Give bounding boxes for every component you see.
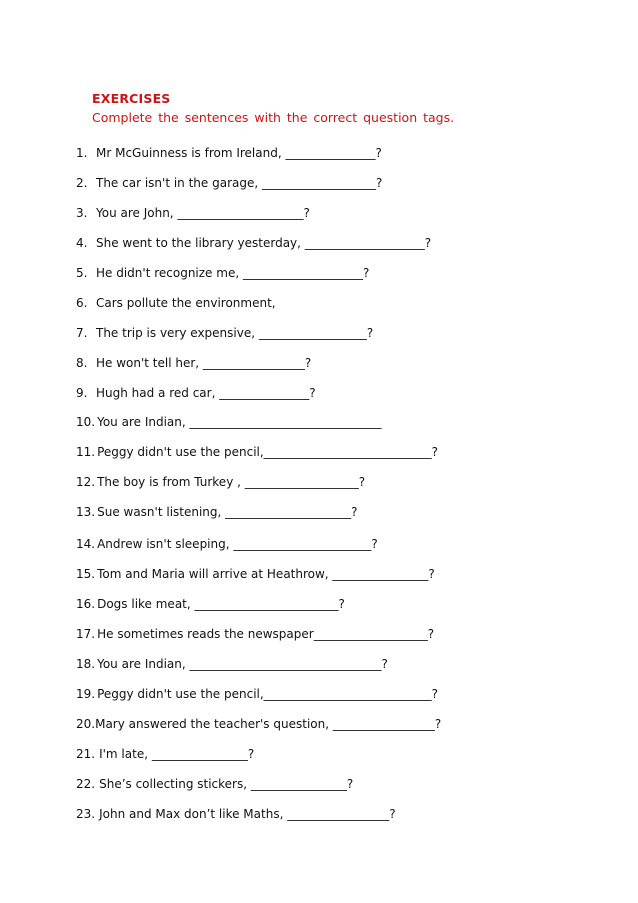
item-text: Mary answered the teacher's question, _________________? xyxy=(95,717,442,731)
item-number: 8. xyxy=(76,356,88,370)
exercise-item xyxy=(76,443,438,461)
exercise-item xyxy=(76,294,276,312)
item-number: 18. xyxy=(76,657,96,671)
exercises-title: EXERCISES xyxy=(92,91,171,106)
item-number: 15. xyxy=(76,567,96,581)
exercise-item xyxy=(76,715,441,733)
item-number: 7. xyxy=(76,326,88,340)
exercise-item xyxy=(76,354,311,372)
exercise-item xyxy=(76,565,435,583)
exercise-item xyxy=(76,264,369,282)
item-text: Cars pollute the environment, xyxy=(96,296,276,310)
exercise-item xyxy=(76,413,382,431)
item-text: You are John, _____________________? xyxy=(96,206,310,220)
item-number: 5. xyxy=(76,266,88,280)
item-number: 2. xyxy=(76,176,88,190)
item-text: The boy is from Turkey , ___________________? xyxy=(97,475,366,489)
item-text: He didn't recognize me, ____________________? xyxy=(96,266,370,280)
item-text: Hugh had a red car, _______________? xyxy=(96,386,316,400)
exercise-item xyxy=(76,234,431,252)
item-text: You are Indian, ________________________________ xyxy=(97,415,382,429)
item-number: 3. xyxy=(76,206,88,220)
item-text: The trip is very expensive, __________________? xyxy=(96,326,374,340)
exercise-item xyxy=(76,655,388,673)
item-number: 1. xyxy=(76,146,88,160)
item-number: 9. xyxy=(76,386,88,400)
item-number: 6. xyxy=(76,296,88,310)
item-text: Mr McGuinness is from Ireland, _______________? xyxy=(96,146,382,160)
item-text: The car isn't in the garage, ___________________? xyxy=(96,176,383,190)
exercise-item xyxy=(76,204,310,222)
item-number: 17. xyxy=(76,627,96,641)
item-text: John and Max don’t like Maths, _________________? xyxy=(99,807,396,821)
exercise-item xyxy=(76,595,345,613)
exercise-header xyxy=(92,89,454,127)
exercise-item xyxy=(76,625,434,643)
item-number: 12. xyxy=(76,475,96,489)
exercise-item xyxy=(76,144,382,162)
exercise-item xyxy=(76,805,396,823)
item-number: 20. xyxy=(76,717,96,731)
item-text: He won't tell her, _________________? xyxy=(96,356,312,370)
item-number: 22. xyxy=(76,777,96,791)
exercise-item xyxy=(76,535,378,553)
item-number: 23. xyxy=(76,807,96,821)
item-number: 14. xyxy=(76,537,96,551)
item-number: 21. xyxy=(76,747,96,761)
exercise-item xyxy=(76,473,365,491)
item-text: Peggy didn't use the pencil,____________________________? xyxy=(97,687,439,701)
item-text: Andrew isn't sleeping, _______________________? xyxy=(97,537,378,551)
exercise-item xyxy=(76,324,373,342)
item-number: 13. xyxy=(76,505,96,519)
item-text: Sue wasn't listening, _____________________? xyxy=(97,505,358,519)
exercise-item xyxy=(76,685,438,703)
instruction-text: Complete the sentences with the correct question tags. xyxy=(92,110,455,125)
item-text: She went to the library yesterday, ____________________? xyxy=(96,236,432,250)
exercise-item xyxy=(76,745,254,763)
item-number: 11. xyxy=(76,445,96,459)
item-number: 10. xyxy=(76,415,96,429)
item-number: 16. xyxy=(76,597,96,611)
item-text: Peggy didn't use the pencil,____________________________? xyxy=(97,445,439,459)
item-text: She’s collecting stickers, ________________? xyxy=(99,777,354,791)
exercise-item xyxy=(76,775,353,793)
item-text: You are Indian, ________________________________? xyxy=(97,657,388,671)
exercise-item xyxy=(76,174,382,192)
item-number: 4. xyxy=(76,236,88,250)
exercise-item xyxy=(76,384,316,402)
item-text: He sometimes reads the newspaper___________________? xyxy=(97,627,435,641)
item-number: 19. xyxy=(76,687,96,701)
item-text: Dogs like meat, ________________________? xyxy=(97,597,345,611)
exercise-item xyxy=(76,503,358,521)
item-text: Tom and Maria will arrive at Heathrow, ________________? xyxy=(97,567,435,581)
item-text: I'm late, ________________? xyxy=(99,747,255,761)
